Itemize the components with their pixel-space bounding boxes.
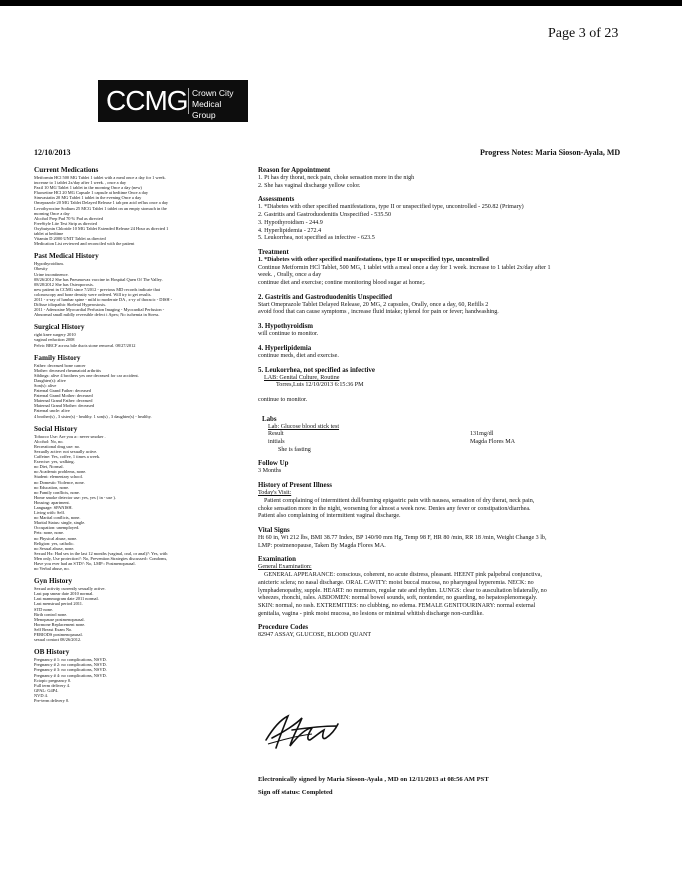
lab-initials-row (258, 439, 658, 447)
text-line: Pelvic BRCF across bile ducts stone removal. 08/27/2012 (34, 342, 136, 348)
text-line: Metformin HCl 500 MG Tablet 1 tablet with a meal once a day for 1 week. (34, 175, 166, 180)
text-line: no Education, none. (34, 484, 70, 490)
text-line: Simvastatin 20 MG Tablet 1 tablet in the evening Once a day (34, 195, 142, 201)
text-line: Ectopic pregnancy 0. (34, 677, 72, 683)
scan-top-border (0, 0, 682, 6)
text-line: 2. Gastritis and Gastroduodenitis Unspecified - 535.50 (258, 212, 392, 219)
text-line: Urine incontinence. (34, 271, 69, 277)
text-line: continue diet and exercise; contine monitoring blood sugar at home;. (258, 280, 426, 287)
text-line: Pregnancy # 1: no complications, NSVD. (34, 657, 107, 663)
text-line: Vitamin D 2000 UNIT Tablet as directed (34, 236, 106, 242)
lab-name: Lab: Glucose blood stick test (268, 423, 340, 430)
text-line: Recreational drug use: no. (34, 443, 81, 449)
text-line: Sexual activity currently sexually active. (34, 586, 106, 592)
text-line: Oxybutynin Chloride 10 MG Tablet Extended Release 24 Hour as directed 1 (34, 225, 169, 231)
text-line: 1. Pt has dry thorat, neck pain, choke sensation more in the nigh (258, 175, 415, 181)
text-line: no Family conflicts, none. (34, 489, 80, 495)
text-line: no Marital conflicts, none. (34, 515, 81, 521)
text-line: increase to 1 tablet 2x/day after 1 week. , once a day (34, 180, 127, 186)
text-line: NVD 4. (34, 692, 48, 698)
left-column (34, 166, 246, 703)
section-title-assessments: Assessments (258, 196, 295, 204)
text-line: Pregnancy # 2: no complications, NSVD. (34, 662, 107, 668)
text-line: continue meds, diet and exercise. (258, 352, 339, 359)
vitals-list (258, 535, 658, 550)
social-history-list (34, 434, 246, 572)
section-title-ob-history: OB History (34, 648, 70, 657)
procedure-codes-text: 82947 ASSAY, GLUCOSE, BLOOD QUANT (258, 632, 372, 639)
text-line: Occupation: unemployed. (34, 525, 80, 531)
text-line: no Verbal abuse, no. (34, 566, 70, 572)
ob-history-list (34, 657, 246, 703)
text-line: SKIN: normal, no rash. EXTREMITIES: no clubbing, no edema. FEMALE GENITOURINARY: normal external (258, 602, 536, 609)
section-title-current-medications: Current Medications (34, 166, 99, 174)
text-line: 5. Leukorrhea, not specified as infective - 623.5 (258, 235, 375, 242)
text-line: Living with: Self. (34, 510, 66, 516)
lab-result-row (258, 431, 658, 439)
text-line: Obesity (34, 266, 48, 272)
lab-initials-label: initials (268, 439, 285, 446)
text-line: Diffuse idiopathic Skeletal Hyperostosis. (34, 302, 107, 308)
text-line: will continue to monitor. (258, 331, 319, 338)
text-line: Daughter(s): alive (34, 377, 66, 383)
treatment-5-title: 5. Leukorrhea, not specified as infective (258, 366, 375, 374)
signoff-status: Sign off status: Completed (258, 789, 333, 796)
text-line: no Sexual abuse, none. (34, 545, 75, 551)
treatment-5-lab: LAB: Genital Culture, Routine (264, 374, 340, 381)
text-line: Have you ever had an STD?: No, LMP:: Postmenopausal. (34, 561, 136, 566)
gyn-history-list (34, 586, 246, 642)
text-line: Hypothyroidism. (34, 261, 64, 267)
treatment-5-order: Torres,Luis 12/10/2013 6:15:36 PM (276, 382, 364, 389)
handwritten-signature (262, 710, 362, 756)
lab-result-label: Result (268, 431, 284, 438)
text-line: Caffeine: Yes, coffee, 1 times a week. (34, 454, 101, 460)
text-line: Last mammogram date 2011 normal. (34, 596, 99, 602)
section-title-labs: Labs (262, 415, 277, 423)
text-line: Exercise: yes, walking. (34, 459, 75, 465)
text-line: 2011 - x-ray of lumbar spine - mild to moderate DA , x-ry of thoracic - DISH - (34, 296, 173, 302)
text-line: LMP: postmenopause, Taken By Magda Flores MA. (258, 542, 386, 549)
text-line: Pregnancy # 4: no complications, NSVD. (34, 672, 107, 678)
section-title-treatment: Treatment (258, 248, 289, 256)
text-line: 4. Hyperlipidemia - 272.4 (258, 227, 322, 234)
text-line: sexual contact 08/26/2012. (34, 637, 82, 643)
exam-subtitle: General Examination: (258, 564, 312, 571)
text-line: wheezes, rhonchi, rales. ABDOMEN: normal bowel sounds, soft, nontender, no guarding, no hepatosplenomegaly. (258, 595, 538, 602)
text-line: Start Omeprazole Tablet Delayed Release, 20 MG, 2 capsules, Orally, once a day, 60, Refills 2 (258, 301, 489, 308)
past-medical-history-list (34, 261, 246, 317)
treatment-5-after: continue to monitor. (258, 396, 308, 403)
text-line: lymphadenopathy, supple. HEART: no murmurs, regular rate and rhythm. LUNGS: clear to auscultation bilaterally, no (258, 587, 547, 594)
logo-divider (188, 88, 189, 114)
text-line: Paternal uncle: alive (34, 408, 70, 414)
text-line: Maternal Grand Mother: deceased (34, 403, 95, 409)
text-line: Pre-term delivery 0. (34, 697, 70, 703)
text-line: Mother: deceased rheumatoid arthritis (34, 367, 101, 373)
text-line: Men only, Use protection?: No, Prevention Strategies discussed:: Condoms, (34, 555, 168, 561)
right-column (258, 166, 658, 640)
hpi-subtitle: Today's Visit: (258, 490, 292, 497)
text-line: Ht 60 in, Wt 212 lbs, BMI 38.77 Index, BP 140/90 mm Hg, Temp 98 F, HR 80 /min, RR 18 /min, Weight Change 3 lb, (258, 534, 547, 541)
text-line: Siblings: alive 4 brothers yes one deceased for car accident. (34, 372, 139, 378)
treatment-3-list (258, 331, 658, 339)
text-line: Housing: apartment. (34, 499, 70, 505)
section-title-vitals: Vital Signs (258, 526, 290, 534)
treatment-2-title: 2. Gastritis and Gastroduodenitis Unspecified (258, 293, 393, 301)
page-number: Page 3 of 23 (548, 26, 619, 41)
text-line: week. , Orally, once a day (258, 272, 322, 279)
text-line: new patient in CCMG since 7/2012 - previous MD records indicate that (34, 286, 160, 292)
text-line: genitalia, vagina - pink moist mucosa, no lesions or minimal whitish discharge non-curdlike. (258, 610, 484, 617)
text-line: avoid food that can cause symptoms , increase fluid intake; tylenol for pain or fever; handwashing. (258, 309, 499, 316)
text-line: 2011 - Adenosine Myocardial Perfusion Imaging - Myocardial Perfusion - (34, 307, 165, 313)
text-line: Fluoxetine HCl 20 MG Capsule 1 capsule at bedtime Once a day (34, 190, 149, 196)
treatment-1-list (258, 265, 658, 288)
text-line: Last menstrual period 2011. (34, 601, 84, 607)
text-line: Maternal Grand Father: deceased (34, 398, 93, 404)
surgical-history-list (34, 332, 246, 347)
text-line: Religion: yes, catholic. (34, 540, 75, 546)
text-line: 08/28/2012 She has Osteoporosis. (34, 281, 94, 287)
text-line: STD none. (34, 606, 54, 612)
treatment-4-title: 4. Hyperlipidemia (258, 344, 312, 352)
treatment-4-list (258, 353, 658, 361)
text-line: Paternal Grand Mother: deceased (34, 393, 93, 399)
text-line: no Diet, Normal. (34, 464, 64, 470)
logo-line-1: Crown City (192, 88, 234, 98)
family-history-list (34, 363, 246, 419)
logo-subtitle (192, 88, 246, 121)
progress-notes-header: Progress Notes: Maria Sioson-Ayala, MD (480, 148, 621, 157)
text-line: Marital Status: single, single. (34, 520, 86, 526)
text-line: Sexually active: not sexually active. (34, 448, 98, 454)
treatment-1-title: 1. *Diabetes with other specified manifestations, type II or unspecified type, uncontrolled (258, 256, 489, 263)
follow-up-text: 3 Months (258, 468, 282, 475)
text-line: Sexual Hx: Had sex in the last 12 months (vaginal, oral, or anal)?: Yes, with (34, 550, 168, 556)
text-line: Tobacco Use: Are you a:: never smoker . (34, 433, 106, 439)
text-line: vaginal reduction 2008 (34, 337, 75, 343)
text-line: Menopause postmenopausal. (34, 616, 85, 622)
section-title-procedure-codes: Procedure Codes (258, 624, 309, 632)
text-line: Alcohol Prep Pad 70 % Pad as directed (34, 215, 103, 221)
text-line: 1. *Diabetes with other specified manifestations, type II or unspecified type, uncontrolled - 250.82 (Primary) (258, 204, 524, 211)
exam-list (258, 572, 658, 618)
hpi-list (258, 498, 658, 521)
reason-list (258, 175, 658, 190)
text-line: 3. Hypothyroidism - 244.9 (258, 219, 323, 226)
note-date: 12/10/2013 (34, 148, 71, 157)
text-line: GENERAL APPEARANCE: conscious, coherent, no acute distress, pleasant. HEENT pink palpebral conjunctiva, (264, 572, 542, 579)
section-title-gyn-history: Gyn History (34, 577, 73, 586)
treatment-2-list (258, 302, 658, 317)
text-line: 2. She has vaginal discharge yellow color. (258, 182, 361, 189)
text-line: Father: deceased bone cancer (34, 362, 86, 368)
text-line: Hormone Replacement none. (34, 621, 86, 627)
text-line: Language: SPANISH. (34, 504, 73, 510)
section-title-hpi: History of Present Illness (258, 482, 332, 490)
text-line: Student: elementary school. (34, 474, 83, 480)
text-line: Medication List reviewed and reconciled with the patient (34, 241, 135, 247)
current-medications-list (34, 175, 246, 246)
text-line: colonoscopy and bone density were ordered. Will try to get results. (34, 291, 152, 297)
text-line: Full term delivery 4. (34, 682, 71, 688)
text-line: morning Once a day (34, 210, 70, 216)
lab-initials-value: Magda Flores MA (470, 439, 516, 446)
text-line: Paternal Grand Father: deceased (34, 388, 91, 394)
ccmg-logo (98, 80, 248, 122)
text-line: 08/26/2012 She has Pneumovax vaccine in Hospital Quen Of The Valley. (34, 276, 163, 282)
electronic-signature: Electronically signed by Maria Sioson-Ayala , MD on 12/11/2013 at 08:56 AM PST (258, 776, 489, 783)
section-title-reason: Reason for Appointment (258, 167, 331, 174)
lab-result-value: 131mg/dl (470, 431, 494, 438)
text-line: 4 brother(s) , 3 sister(s) - healthy. 1 son(s) , 3 daughter(s) - healthy. (34, 413, 152, 419)
text-line: Levothyroxine Sodium 25 MCG Tablet 1 tablet on an empty stomach in the (34, 205, 167, 211)
text-line: Birth control none. (34, 611, 68, 617)
text-line: FreeStyle Lite Test Strip as directed (34, 220, 97, 226)
text-line: right knee surgery 2010 (34, 332, 76, 338)
text-line: tablet at bedtime (34, 231, 64, 237)
text-line: Continue Metformin HCl Tablet, 500 MG, 1 tablet with a meal once a day for 1 week. increase to 1 tablet 2x/day after 1 (258, 264, 551, 271)
section-title-exam: Examination (258, 556, 296, 564)
text-line: Patient also complaining of intermittent vaginal discharge. (258, 513, 401, 520)
text-line: Abnormal small mildly reversible defect i Apex; No ischemia in Stress. (34, 312, 160, 318)
text-line: Paxil 10 MG Tablet 1 tablet in the morning Once a day (new) (34, 185, 142, 191)
text-line: Home smoke detector use: yes, yes ( in - use ). (34, 494, 116, 500)
section-title-past-medical-history: Past Medical History (34, 252, 99, 261)
text-line: choke sensation more in the night, worsening for almost a week now. Denies any fever or constipation/diarrhea. (258, 505, 531, 512)
text-line: Pregnancy # 3: no complications, NSVD. (34, 667, 107, 673)
section-title-family-history: Family History (34, 353, 81, 362)
section-title-surgical-history: Surgical History (34, 323, 85, 332)
lab-note: She is fasting (278, 446, 311, 453)
text-line: no Domestic Violence, none. (34, 479, 85, 485)
text-line: Patient complaining of intermittent dull/burning epigastric pain with nausea, sensation of dry therat, neck pain, (264, 497, 535, 504)
logo-line-2: Medical Group (192, 99, 222, 120)
text-line: Self Breast Exam No. (34, 626, 73, 632)
text-line: Son(s): alive (34, 383, 57, 388)
text-line: Last pap smear date 2010 normal. (34, 591, 94, 597)
assessments-list (258, 204, 658, 243)
text-line: PERIODS postmenopausal. (34, 632, 83, 638)
treatment-3-title: 3. Hypothyroidism (258, 323, 314, 331)
text-line: no Academic problems, none. (34, 469, 87, 475)
section-title-social-history: Social History (34, 424, 78, 433)
text-line: Omeprazole 20 MG Tablet Delayed Release 1 tab prn acid reflux once a day (34, 200, 169, 206)
text-line: GPAL: G4P4. (34, 687, 59, 693)
text-line: no Physical abuse, none. (34, 535, 78, 541)
logo-abbreviation: CCMG (106, 85, 188, 116)
section-title-follow-up: Follow Up (258, 460, 289, 468)
text-line: Pets: none, none. (34, 530, 64, 536)
text-line: Alcohol: No, no. (34, 438, 64, 444)
text-line: anicteric sclera; no nasal discharge. ORAL CAVITY: moist buccal mucosa, no pharyngeal hyperemia. NECK: no (258, 579, 534, 586)
